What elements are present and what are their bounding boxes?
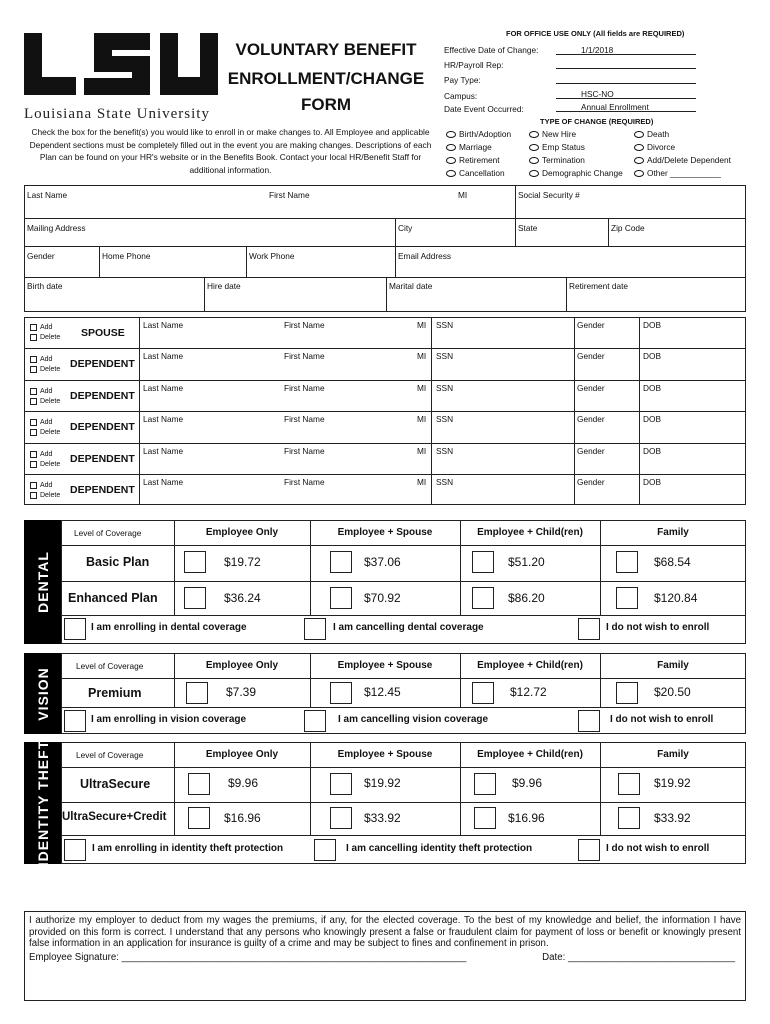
office-use-header: FOR OFFICE USE ONLY (All fields are REQUIRED) — [506, 29, 685, 38]
dep-last-name-field[interactable]: Last Name — [143, 383, 184, 393]
effective-date-field[interactable]: 1/1/2018 — [556, 45, 696, 55]
instructions: Check the box for the benefit(s) you would like to enroll in or make changes to. All Employee and applicable Dependent sections must be completely filled out in the event you are making changes. Descriptions of each Plan can be found on your HR's website or in the Benefits Book. Contact your local HR/Benefit Staff for additional information. — [29, 127, 432, 175]
dependent-type: SPOUSE — [81, 327, 125, 339]
radio-death[interactable]: Death — [634, 129, 669, 139]
level-of-coverage-header: Level of Coverage — [74, 528, 142, 538]
vision-family-checkbox[interactable] — [616, 682, 638, 704]
col-employee-children: Employee + Child(ren) — [477, 749, 583, 760]
price: $16.96 — [508, 811, 545, 825]
dependent-add-delete[interactable]: Add Delete — [30, 418, 60, 438]
dental-basic-family-checkbox[interactable] — [616, 551, 638, 573]
add-checkbox[interactable] — [30, 451, 37, 458]
lsu-logo — [22, 30, 222, 118]
identity-decline-label: I do not wish to enroll — [606, 843, 710, 854]
hr-rep-field[interactable] — [556, 59, 696, 69]
price: $36.24 — [224, 591, 261, 605]
dental-enhanced-plan: Enhanced Plan — [68, 591, 158, 605]
dental-enroll-label: I am enrolling in dental coverage — [91, 622, 247, 633]
radio-circle-icon — [529, 157, 539, 164]
dep-last-name-field[interactable]: Last Name — [143, 320, 184, 330]
dep-first-name-field[interactable]: First Name — [284, 477, 325, 487]
emp-gender-field[interactable]: Gender — [27, 251, 55, 261]
price: $19.92 — [654, 776, 691, 790]
identity-enroll-checkbox[interactable] — [64, 839, 86, 861]
lsu-logo-mark — [22, 30, 222, 100]
ultrasecure-spouse-checkbox[interactable] — [330, 773, 352, 795]
authorization-text: I authorize my employer to deduct from my wages the premiums, if any, for the elected coverage. To the best of my knowledge and belief, the information I have provided on this form is correct. I understand that any persons who knowingly present a false or fraudulent claim for payment of loss or benefit or knowingly present false information in an application for insurance is guilty of a crime and may be subject to fines and confinement in prison. — [29, 915, 741, 950]
ultrasecure-credit-spouse-checkbox[interactable] — [330, 807, 352, 829]
price: $7.39 — [226, 685, 257, 699]
ultrasecure-emp-checkbox[interactable] — [188, 773, 210, 795]
add-checkbox[interactable] — [30, 482, 37, 489]
pay-type-field[interactable] — [556, 74, 696, 84]
radio-circle-icon — [446, 157, 456, 164]
ultrasecure-credit-child-checkbox[interactable] — [474, 807, 496, 829]
price: $120.84 — [654, 591, 698, 605]
dep-gender-field[interactable]: Gender — [577, 446, 605, 456]
add-checkbox[interactable] — [30, 419, 37, 426]
emp-mailing-field[interactable]: Mailing Address — [27, 223, 86, 233]
dep-ssn-field[interactable]: SSN — [436, 320, 454, 330]
delete-checkbox[interactable] — [30, 429, 37, 436]
dep-gender-field[interactable]: Gender — [577, 320, 605, 330]
form-title-line1: VOLUNTARY BENEFIT — [235, 40, 417, 59]
dep-dob-field[interactable]: DOB — [643, 320, 661, 330]
dependent-add-delete[interactable]: Add Delete — [30, 450, 60, 470]
emp-hire-date-field[interactable]: Hire date — [207, 281, 241, 291]
dep-ssn-field[interactable]: SSN — [436, 414, 454, 424]
radio-add-delete-dependent[interactable]: Add/Delete Dependent — [634, 155, 731, 165]
dep-mi-field[interactable]: MI — [417, 320, 427, 330]
dep-last-name-field[interactable]: Last Name — [143, 414, 184, 424]
price: $33.92 — [654, 811, 691, 825]
university-name: Louisiana State University — [24, 106, 210, 122]
price: $70.92 — [364, 591, 401, 605]
dep-dob-field[interactable]: DOB — [643, 383, 661, 393]
emp-home-phone-field[interactable]: Home Phone — [102, 251, 151, 261]
dental-basic-plan: Basic Plan — [86, 555, 150, 569]
identity-ultrasecure-credit-plan: UltraSecure+Credit — [62, 811, 167, 823]
dep-dob-field[interactable]: DOB — [643, 414, 661, 424]
vision-spouse-checkbox[interactable] — [330, 682, 352, 704]
effective-date-label: Effective Date of Change: — [444, 45, 539, 55]
dep-dob-field[interactable]: DOB — [643, 477, 661, 487]
dep-mi-field[interactable]: MI — [417, 414, 427, 424]
delete-checkbox[interactable] — [30, 398, 37, 405]
price: $12.72 — [510, 685, 547, 699]
authorization-box — [24, 911, 746, 1001]
radio-cancellation[interactable]: Cancellation — [446, 168, 505, 178]
add-checkbox[interactable] — [30, 324, 37, 331]
emp-city-field[interactable]: City — [398, 223, 413, 233]
dental-enhanced-emp-checkbox[interactable] — [184, 587, 206, 609]
dental-decline-label: I do not wish to enroll — [606, 622, 710, 633]
dental-basic-emp-checkbox[interactable] — [184, 551, 206, 573]
price: $20.50 — [654, 685, 691, 699]
emp-last-name-field[interactable]: Last Name — [27, 190, 68, 200]
emp-zip-field[interactable]: Zip Code — [611, 223, 645, 233]
employee-signature-field[interactable]: Employee Signature: ________________________________________________________________ — [29, 951, 467, 963]
level-of-coverage-header: Level of Coverage — [76, 661, 144, 671]
vision-cancel-label: I am cancelling vision coverage — [338, 714, 489, 725]
price: $86.20 — [508, 591, 545, 605]
dependent-type: DEPENDENT — [70, 358, 135, 370]
identity-decline-checkbox[interactable] — [578, 839, 600, 861]
dep-ssn-field[interactable]: SSN — [436, 477, 454, 487]
dependent-add-delete[interactable]: Add Delete — [30, 323, 60, 343]
dependent-type: DEPENDENT — [70, 453, 135, 465]
pay-type-label: Pay Type: — [444, 75, 481, 85]
emp-first-name-field[interactable]: First Name — [269, 190, 310, 200]
dental-basic-spouse-checkbox[interactable] — [330, 551, 352, 573]
dep-first-name-field[interactable]: First Name — [284, 383, 325, 393]
change-type-header: TYPE OF CHANGE (REQUIRED) — [540, 117, 654, 126]
event-date-label: Date Event Occurred: — [444, 104, 524, 114]
radio-emp-status[interactable]: Emp Status — [529, 142, 585, 152]
dep-gender-field[interactable]: Gender — [577, 414, 605, 424]
radio-circle-icon — [446, 144, 456, 151]
dep-gender-field[interactable]: Gender — [577, 477, 605, 487]
radio-other[interactable]: Other ___________ — [634, 168, 721, 178]
price: $37.06 — [364, 555, 401, 569]
level-of-coverage-header: Level of Coverage — [76, 750, 144, 760]
dep-last-name-field[interactable]: Last Name — [143, 351, 184, 361]
dep-ssn-field[interactable]: SSN — [436, 351, 454, 361]
vision-enroll-label: I am enrolling in vision coverage — [91, 714, 247, 725]
emp-state-field[interactable]: State — [518, 223, 538, 233]
dependent-add-delete[interactable]: Add Delete — [30, 481, 60, 501]
price: $68.54 — [654, 555, 691, 569]
emp-retirement-date-field[interactable]: Retirement date — [569, 281, 629, 291]
radio-birth-adoption[interactable]: Birth/Adoption — [446, 129, 511, 139]
radio-retirement[interactable]: Retirement — [446, 155, 500, 165]
ultrasecure-family-checkbox[interactable] — [618, 773, 640, 795]
price: $9.96 — [228, 776, 259, 790]
price: $16.96 — [224, 811, 261, 825]
dental-basic-child-checkbox[interactable] — [472, 551, 494, 573]
col-employee-only: Employee Only — [205, 527, 279, 538]
radio-circle-icon — [634, 170, 644, 177]
dental-enroll-checkbox[interactable] — [64, 618, 86, 640]
price: $12.45 — [364, 685, 401, 699]
vision-cancel-checkbox[interactable] — [304, 710, 326, 732]
add-checkbox[interactable] — [30, 388, 37, 395]
radio-circle-icon — [529, 131, 539, 138]
dental-enhanced-spouse-checkbox[interactable] — [330, 587, 352, 609]
radio-new-hire[interactable]: New Hire — [529, 129, 576, 139]
vision-premium-plan: Premium — [88, 686, 142, 700]
col-employee-only: Employee Only — [205, 749, 279, 760]
emp-mi-field[interactable]: MI — [458, 190, 468, 200]
add-checkbox[interactable] — [30, 356, 37, 363]
dep-mi-field[interactable]: MI — [417, 351, 427, 361]
radio-divorce[interactable]: Divorce — [634, 142, 675, 152]
ultrasecure-credit-emp-checkbox[interactable] — [188, 807, 210, 829]
dep-ssn-field[interactable]: SSN — [436, 383, 454, 393]
radio-circle-icon — [634, 157, 644, 164]
vision-emp-checkbox[interactable] — [186, 682, 208, 704]
identity-theft-section-label: IDENTITY THEFT — [24, 742, 61, 864]
ultrasecure-credit-family-checkbox[interactable] — [618, 807, 640, 829]
dental-enhanced-child-checkbox[interactable] — [472, 587, 494, 609]
identity-ultrasecure-plan: UltraSecure — [80, 777, 151, 791]
dep-gender-field[interactable]: Gender — [577, 383, 605, 393]
col-family: Family — [657, 527, 689, 538]
dep-first-name-field[interactable]: First Name — [284, 414, 325, 424]
dependent-type: DEPENDENT — [70, 421, 135, 433]
radio-termination[interactable]: Termination — [529, 155, 585, 165]
dep-first-name-field[interactable]: First Name — [284, 351, 325, 361]
employee-info-section — [24, 185, 746, 312]
price: $19.92 — [364, 776, 401, 790]
signature-date-field[interactable]: Date: _______________________________ — [542, 951, 735, 963]
radio-circle-icon — [529, 144, 539, 151]
dep-ssn-field[interactable]: SSN — [436, 446, 454, 456]
form-title-line3: FORM — [300, 95, 352, 114]
identity-enroll-label: I am enrolling in identity theft protection — [92, 843, 284, 854]
col-employee-spouse: Employee + Spouse — [337, 660, 433, 671]
dep-dob-field[interactable]: DOB — [643, 446, 661, 456]
campus-field[interactable]: HSC-NO — [556, 89, 696, 99]
delete-checkbox[interactable] — [30, 461, 37, 468]
price: $33.92 — [364, 811, 401, 825]
delete-checkbox[interactable] — [30, 366, 37, 373]
vision-decline-label: I do not wish to enroll — [610, 714, 714, 725]
emp-work-phone-field[interactable]: Work Phone — [249, 251, 295, 261]
radio-demographic-change[interactable]: Demographic Change — [529, 168, 623, 178]
price: $51.20 — [508, 555, 545, 569]
col-family: Family — [657, 749, 689, 760]
price: $19.72 — [224, 555, 261, 569]
delete-checkbox[interactable] — [30, 334, 37, 341]
radio-circle-icon — [446, 131, 456, 138]
price: $9.96 — [512, 776, 543, 790]
dependent-type: DEPENDENT — [70, 484, 135, 496]
emp-email-field[interactable]: Email Address — [398, 251, 452, 261]
radio-circle-icon — [529, 170, 539, 177]
radio-circle-icon — [634, 144, 644, 151]
col-employee-children: Employee + Child(ren) — [477, 660, 583, 671]
form-title-line2: ENROLLMENT/CHANGE — [227, 69, 425, 88]
dep-mi-field[interactable]: MI — [417, 383, 427, 393]
col-employee-spouse: Employee + Spouse — [337, 749, 433, 760]
col-employee-spouse: Employee + Spouse — [337, 527, 433, 538]
dep-first-name-field[interactable]: First Name — [284, 446, 325, 456]
radio-marriage[interactable]: Marriage — [446, 142, 492, 152]
dental-cancel-label: I am cancelling dental coverage — [333, 622, 484, 633]
event-date-field[interactable]: Annual Enrollment — [556, 102, 696, 112]
dep-mi-field[interactable]: MI — [417, 477, 427, 487]
dep-gender-field[interactable]: Gender — [577, 351, 605, 361]
dependent-add-delete[interactable]: Add Delete — [30, 387, 60, 407]
identity-cancel-checkbox[interactable] — [314, 839, 336, 861]
radio-circle-icon — [634, 131, 644, 138]
vision-section-label: VISION — [24, 653, 61, 734]
emp-ssn-field[interactable]: Social Security # — [518, 190, 580, 200]
ultrasecure-child-checkbox[interactable] — [474, 773, 496, 795]
col-family: Family — [657, 660, 689, 671]
dep-mi-field[interactable]: MI — [417, 446, 427, 456]
radio-circle-icon — [446, 170, 456, 177]
dental-decline-checkbox[interactable] — [578, 618, 600, 640]
dental-cancel-checkbox[interactable] — [304, 618, 326, 640]
dependent-type: DEPENDENT — [70, 390, 135, 402]
identity-cancel-label: I am cancelling identity theft protection — [346, 843, 533, 854]
delete-checkbox[interactable] — [30, 492, 37, 499]
vision-child-checkbox[interactable] — [472, 682, 494, 704]
dental-section-label: DENTAL — [24, 520, 61, 644]
vision-decline-checkbox[interactable] — [578, 710, 600, 732]
vision-enroll-checkbox[interactable] — [64, 710, 86, 732]
emp-birth-date-field[interactable]: Birth date — [27, 281, 63, 291]
campus-label: Campus: — [444, 91, 478, 101]
emp-marital-date-field[interactable]: Marital date — [389, 281, 433, 291]
col-employee-only: Employee Only — [205, 660, 279, 671]
hr-rep-label: HR/Payroll Rep: — [444, 60, 504, 70]
dental-enhanced-family-checkbox[interactable] — [616, 587, 638, 609]
col-employee-children: Employee + Child(ren) — [477, 527, 583, 538]
dep-last-name-field[interactable]: Last Name — [143, 446, 184, 456]
dependent-add-delete[interactable]: Add Delete — [30, 355, 60, 375]
dep-first-name-field[interactable]: First Name — [284, 320, 325, 330]
dep-dob-field[interactable]: DOB — [643, 351, 661, 361]
dep-last-name-field[interactable]: Last Name — [143, 477, 184, 487]
